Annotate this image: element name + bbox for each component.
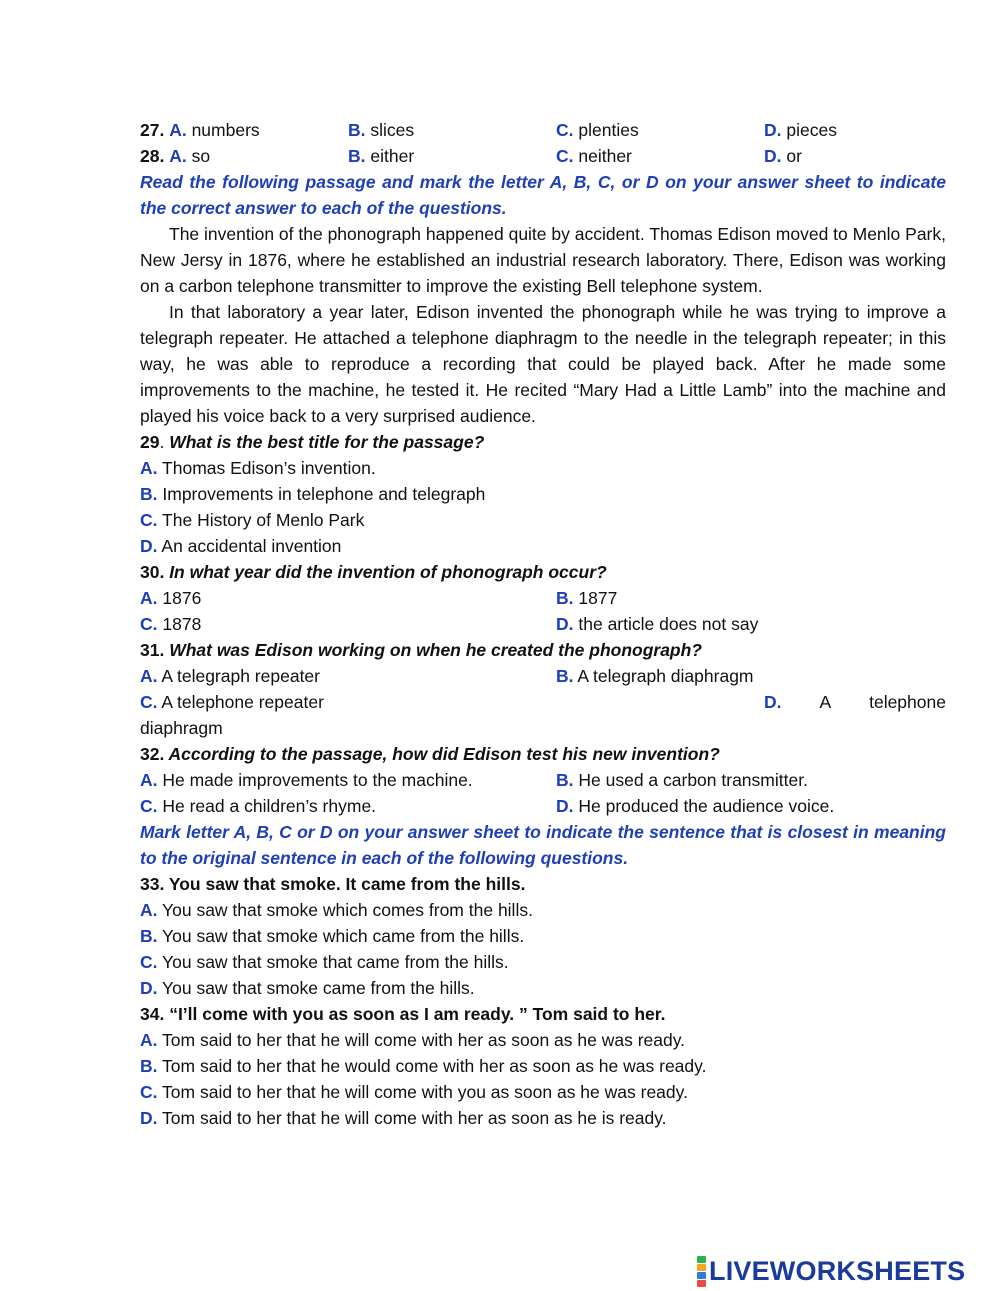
option-29-b[interactable] <box>140 481 946 507</box>
option-text: You saw that smoke which comes from the hills. <box>162 900 533 920</box>
option-letter: C. <box>140 614 158 634</box>
question-32-options-row-2 <box>140 793 946 819</box>
option-letter: B. <box>348 120 366 140</box>
option-text: He made improvements to the machine. <box>162 770 473 790</box>
option-32-d[interactable] <box>556 793 834 819</box>
option-letter: B. <box>556 770 574 790</box>
option-28-c[interactable] <box>556 143 632 169</box>
option-letter: A. <box>140 770 158 790</box>
question-32-options-row-1 <box>140 767 946 793</box>
option-letter: D. <box>764 120 782 140</box>
question-number: 33. <box>140 874 165 894</box>
option-30-d[interactable] <box>556 611 758 637</box>
option-letter: C. <box>140 692 158 712</box>
question-27-options <box>140 117 946 143</box>
option-text: You saw that smoke which came from the hills. <box>162 926 525 946</box>
question-34 <box>140 1001 946 1027</box>
option-27-a[interactable] <box>140 117 260 143</box>
passage-paragraph-2: In that laboratory a year later, Edison invented the phonograph while he was trying to improve a telegraph repeater. He attached a telephone diaphragm to the needle in the telegraph repeater; in this way, he was able to reproduce a recording that could be played back. After he made some improvements to the machine, he tested it. He recited “Mary Had a Little Lamb” into the machine and played his voice back to a very surprised audience. <box>140 302 946 426</box>
option-text: 1877 <box>578 588 618 608</box>
option-text: plenties <box>578 120 639 140</box>
question-31-options-row-1 <box>140 663 946 689</box>
question-28-options <box>140 143 946 169</box>
option-32-a[interactable] <box>140 767 473 793</box>
option-27-b[interactable] <box>348 117 414 143</box>
option-text: The History of Menlo Park <box>162 510 365 530</box>
question-number: 27. <box>140 120 165 140</box>
option-letter: A. <box>140 588 158 608</box>
option-letter: C. <box>140 1082 158 1102</box>
option-text: or <box>786 146 802 166</box>
question-29 <box>140 429 946 455</box>
option-30-a[interactable] <box>140 585 201 611</box>
option-letter: B. <box>140 484 158 504</box>
option-text-word: A <box>819 692 832 712</box>
logo-text: LIVEWORKSHEETS <box>709 1256 966 1286</box>
option-letter: A. <box>169 146 187 166</box>
question-text: What was Edison working on when he created the phonograph? <box>164 640 703 660</box>
question-31-options-row-2 <box>140 689 946 715</box>
option-text: Tom said to her that he would come with her as soon as he was ready. <box>162 1056 707 1076</box>
option-text: Thomas Edison’s invention. <box>162 458 376 478</box>
option-text: pieces <box>786 120 837 140</box>
question-number: 29 <box>140 432 160 452</box>
liveworksheets-logo-icon <box>697 1256 706 1287</box>
liveworksheets-logo[interactable] <box>697 1256 965 1286</box>
option-text: An accidental invention <box>161 536 342 556</box>
option-text: He used a carbon transmitter. <box>578 770 808 790</box>
option-text: so <box>191 146 211 166</box>
option-text-word: telephone <box>869 692 946 712</box>
option-text: Tom said to her that he will come with her as soon as he is ready. <box>162 1108 667 1128</box>
option-letter: D. <box>556 796 574 816</box>
option-letter: C. <box>556 120 574 140</box>
option-letter: B. <box>556 666 574 686</box>
question-text: According to the passage, how did Edison test his new invention? <box>164 744 720 764</box>
question-31 <box>140 637 946 663</box>
meaning-instruction: Mark letter A, B, C or D on your answer sheet to indicate the sentence that is closest in meaning to the original sentence in each of the following questions. <box>140 822 946 868</box>
question-32 <box>140 741 946 767</box>
option-31-c[interactable] <box>140 689 324 715</box>
option-text: 1876 <box>162 588 202 608</box>
option-letter: A. <box>140 458 158 478</box>
option-letter: A. <box>140 900 158 920</box>
question-30-options-row-1 <box>140 585 946 611</box>
option-text: He produced the audience voice. <box>578 796 835 816</box>
option-letter: D. <box>556 614 574 634</box>
option-31-b[interactable] <box>556 663 754 689</box>
option-text: You saw that smoke that came from the hills. <box>162 952 509 972</box>
option-letter: B. <box>556 588 574 608</box>
option-letter: A. <box>140 1030 158 1050</box>
option-letter: B. <box>140 1056 158 1076</box>
question-text: In what year did the invention of phonograph occur? <box>164 562 607 582</box>
option-28-a[interactable] <box>140 143 210 169</box>
option-letter: B. <box>140 926 158 946</box>
question-number: 28. <box>140 146 165 166</box>
question-30-options-row-2 <box>140 611 946 637</box>
question-text: “I’ll come with you as soon as I am ready. ” Tom said to her. <box>164 1004 666 1024</box>
option-letter: A. <box>140 666 158 686</box>
question-number: 32. <box>140 744 165 764</box>
reading-instruction: Read the following passage and mark the letter A, B, C, or D on your answer sheet to indicate the correct answer to each of the questions. <box>140 172 946 218</box>
option-text: Improvements in telephone and telegraph <box>162 484 486 504</box>
question-text: You saw that smoke. It came from the hills. <box>164 874 526 894</box>
option-28-d[interactable] <box>764 143 802 169</box>
option-33-a[interactable] <box>140 897 946 923</box>
option-34-a[interactable] <box>140 1027 946 1053</box>
option-29-c[interactable] <box>140 507 946 533</box>
option-31-a[interactable] <box>140 663 320 689</box>
option-text: Tom said to her that he will come with you as soon as he was ready. <box>162 1082 688 1102</box>
option-33-c[interactable] <box>140 949 946 975</box>
option-text: A telegraph repeater <box>161 666 320 686</box>
question-dot: . <box>159 432 165 452</box>
option-34-d[interactable] <box>140 1105 946 1131</box>
option-34-b[interactable] <box>140 1053 946 1079</box>
option-text: the article does not say <box>578 614 759 634</box>
option-letter: B. <box>348 146 366 166</box>
option-letter: C. <box>140 510 158 530</box>
option-text: either <box>370 146 415 166</box>
option-letter: C. <box>140 952 158 972</box>
option-letter: D. <box>764 146 782 166</box>
logo-block-icon <box>697 1272 706 1279</box>
option-31-d-wrap <box>140 715 946 741</box>
option-letter: D. <box>764 692 782 712</box>
logo-block-icon <box>697 1280 706 1287</box>
worksheet-page <box>140 117 946 1131</box>
option-33-d[interactable] <box>140 975 946 1001</box>
question-number: 31. <box>140 640 165 660</box>
option-29-a[interactable] <box>140 455 946 481</box>
logo-block-icon <box>697 1256 706 1263</box>
option-text: Tom said to her that he will come with her as soon as he was ready. <box>162 1030 686 1050</box>
question-30 <box>140 559 946 585</box>
option-letter: C. <box>140 796 158 816</box>
option-letter: D. <box>140 536 158 556</box>
option-letter: D. <box>140 978 158 998</box>
option-text: He read a children’s rhyme. <box>162 796 377 816</box>
option-28-b[interactable] <box>348 143 414 169</box>
option-text-word: diaphragm <box>140 718 223 738</box>
option-text: neither <box>578 146 632 166</box>
passage-paragraph-1: The invention of the phonograph happened quite by accident. Thomas Edison moved to Menlo Park, New Jersy in 1876, where he established an industrial research laboratory. There, Edison was working on a carbon telephone transmitter to improve the existing Bell telephone system. <box>140 224 946 296</box>
option-letter: A. <box>169 120 187 140</box>
option-33-b[interactable] <box>140 923 946 949</box>
question-number: 34. <box>140 1004 165 1024</box>
option-letter: D. <box>140 1108 158 1128</box>
option-text: numbers <box>191 120 260 140</box>
option-27-d[interactable] <box>764 117 837 143</box>
question-text: What is the best title for the passage? <box>164 432 485 452</box>
option-30-b[interactable] <box>556 585 617 611</box>
option-text: You saw that smoke came from the hills. <box>162 978 475 998</box>
option-text: slices <box>370 120 415 140</box>
option-letter: C. <box>556 146 574 166</box>
logo-block-icon <box>697 1264 706 1271</box>
option-32-b[interactable] <box>556 767 808 793</box>
option-30-c[interactable] <box>140 611 201 637</box>
option-27-c[interactable] <box>556 117 639 143</box>
option-32-c[interactable] <box>140 793 376 819</box>
option-31-d[interactable] <box>764 689 946 715</box>
option-text: A telephone repeater <box>161 692 324 712</box>
question-33 <box>140 871 946 897</box>
option-29-d[interactable] <box>140 533 946 559</box>
option-text: A telegraph diaphragm <box>577 666 754 686</box>
option-34-c[interactable] <box>140 1079 946 1105</box>
question-number: 30. <box>140 562 165 582</box>
option-text: 1878 <box>162 614 202 634</box>
